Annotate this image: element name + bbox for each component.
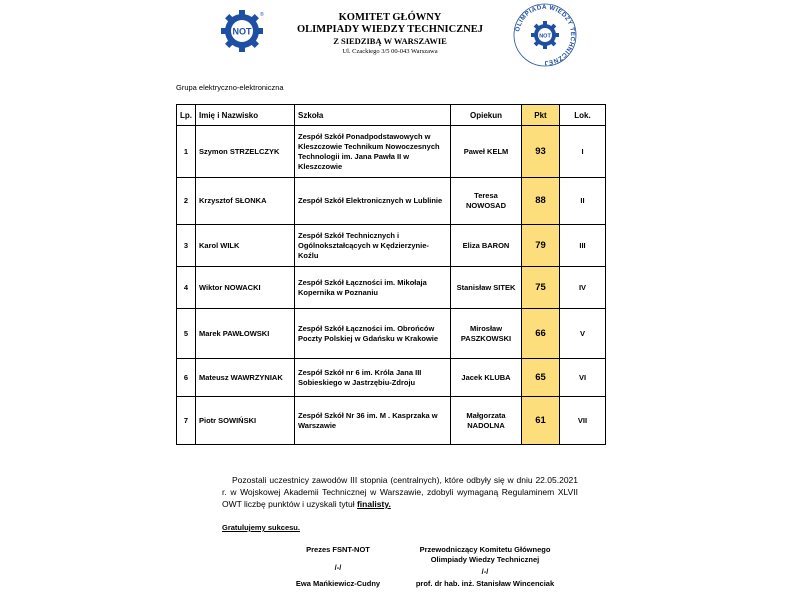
cell-pkt: 79	[522, 225, 560, 267]
cell-lp: 7	[177, 397, 196, 445]
cell-lok: I	[560, 126, 606, 178]
header-pkt: Pkt	[522, 105, 560, 126]
cell-lok: III	[560, 225, 606, 267]
signature-left	[268, 545, 408, 589]
cell-pkt: 61	[522, 397, 560, 445]
cell-lok: II	[560, 178, 606, 225]
cell-lp: 2	[177, 178, 196, 225]
cell-opiekun: Małgorzata NADOLNA	[451, 397, 522, 445]
table-row	[177, 126, 606, 178]
svg-text:OLIMPIADA WIEDZY TECHNICZNEJ: OLIMPIADA WIEDZY TECHNICZNEJ	[514, 3, 577, 67]
header-school: Szkoła	[295, 105, 451, 126]
cell-pkt: 66	[522, 309, 560, 359]
cell-lok: VI	[560, 359, 606, 397]
not-logo-text: NOT	[232, 26, 252, 37]
header-opiekun: Opiekun	[451, 105, 522, 126]
cell-name: Marek PAWŁOWSKI	[196, 309, 295, 359]
cell-pkt: 88	[522, 178, 560, 225]
header-address: Ul. Czackiego 3/5 00-043 Warszawa	[342, 48, 438, 55]
cell-opiekun: Jacek KLUBA	[451, 359, 522, 397]
cell-lok: VII	[560, 397, 606, 445]
header-line-3: Z SIEDZIBĄ W WARSZAWIE	[333, 36, 447, 46]
cell-school: Zespół Szkół Technicznych i Ogólnokształcących w Kędzierzynie-Koźlu	[295, 225, 451, 267]
not-logo	[220, 9, 264, 53]
header-lok: Lok.	[560, 105, 606, 126]
signature-left-mark: /-/	[334, 563, 342, 572]
signature-left-role: Prezes FSNT-NOT	[306, 545, 370, 554]
cell-lp: 5	[177, 309, 196, 359]
table-row	[177, 267, 606, 309]
signature-left-name: Ewa Mańkiewicz-Cudny	[295, 579, 381, 588]
header-lp: Lp.	[177, 105, 196, 126]
results-table	[176, 104, 606, 445]
cell-name: Karol WILK	[196, 225, 295, 267]
signature-right-name: prof. dr hab. inż. Stanisław Wincenciak	[415, 579, 555, 588]
header-line-2: OLIMPIADY WIEDZY TECHNICZNEJ	[296, 24, 484, 35]
table-header-row	[177, 105, 606, 126]
cell-name: Mateusz WAWRZYNIAK	[196, 359, 295, 397]
cell-lp: 4	[177, 267, 196, 309]
cell-lok: V	[560, 309, 606, 359]
cell-lok: IV	[560, 267, 606, 309]
group-title: Grupa elektryczno-elektroniczna	[176, 83, 284, 92]
cell-school: Zespół Szkół Łączności im. Mikołaja Kopernika w Poznaniu	[295, 267, 451, 309]
document-header	[280, 12, 500, 56]
cell-opiekun: Mirosław PASZKOWSKI	[451, 309, 522, 359]
cell-school: Zespół Szkół Elektronicznych w Lublinie	[295, 178, 451, 225]
cell-opiekun: Stanisław SITEK	[451, 267, 522, 309]
paragraph-text: Pozostali uczestnicy zawodów III stopnia (centralnych), które odbyły się w dniu 22.05.2021 r. w Wojskowej Akademii Technicznej w Warszawie, zdobyli wymaganą Regulaminem XLVII OWT liczbę punktów i uzyskali tytuł	[222, 475, 578, 509]
paragraph-emphasis: finalisty.	[356, 499, 391, 509]
table-row	[177, 359, 606, 397]
cell-opiekun: Paweł KELM	[451, 126, 522, 178]
finalists-paragraph	[222, 474, 578, 510]
cell-lp: 1	[177, 126, 196, 178]
signature-right	[410, 545, 560, 589]
svg-text:®: ®	[260, 12, 264, 18]
cell-opiekun: Eliza BARON	[451, 225, 522, 267]
cell-lp: 3	[177, 225, 196, 267]
cell-name: Szymon STRZELCZYK	[196, 126, 295, 178]
signature-right-role-2: Olimpiady Wiedzy Technicznej	[430, 555, 540, 564]
table-row	[177, 397, 606, 445]
cell-opiekun: Teresa NOWOSAD	[451, 178, 522, 225]
cell-school: Zespół Szkół Łączności im. Obrońców Poczty Polskiej w Gdańsku w Krakowie	[295, 309, 451, 359]
owt-logo	[510, 0, 580, 70]
cell-school: Zespół Szkół nr 6 im. Króla Jana III Sobieskiego w Jastrzębiu-Zdroju	[295, 359, 451, 397]
cell-pkt: 65	[522, 359, 560, 397]
cell-pkt: 75	[522, 267, 560, 309]
signature-right-mark: /-/	[481, 567, 489, 576]
header-name: Imię i Nazwisko	[196, 105, 295, 126]
table-row	[177, 225, 606, 267]
congratulations: Gratulujemy sukcesu.	[222, 523, 300, 532]
cell-name: Krzysztof SŁONKA	[196, 178, 295, 225]
signature-right-role-1: Przewodniczący Komitetu Głównego	[419, 545, 551, 554]
header-line-1: KOMITET GŁÓWNY	[338, 12, 442, 23]
cell-pkt: 93	[522, 126, 560, 178]
cell-lp: 6	[177, 359, 196, 397]
table-row	[177, 309, 606, 359]
cell-school: Zespół Szkół Nr 36 im. M . Kasprzaka w Warszawie	[295, 397, 451, 445]
cell-school: Zespół Szkół Ponadpodstawowych w Kleszczowie Technikum Nowoczesnych Technologii im. Jana Pawła II w Kleszczowie	[295, 126, 451, 178]
cell-name: Wiktor NOWACKI	[196, 267, 295, 309]
svg-text:NOT: NOT	[539, 33, 551, 40]
cell-name: Piotr SOWIŃSKI	[196, 397, 295, 445]
table-row	[177, 178, 606, 225]
